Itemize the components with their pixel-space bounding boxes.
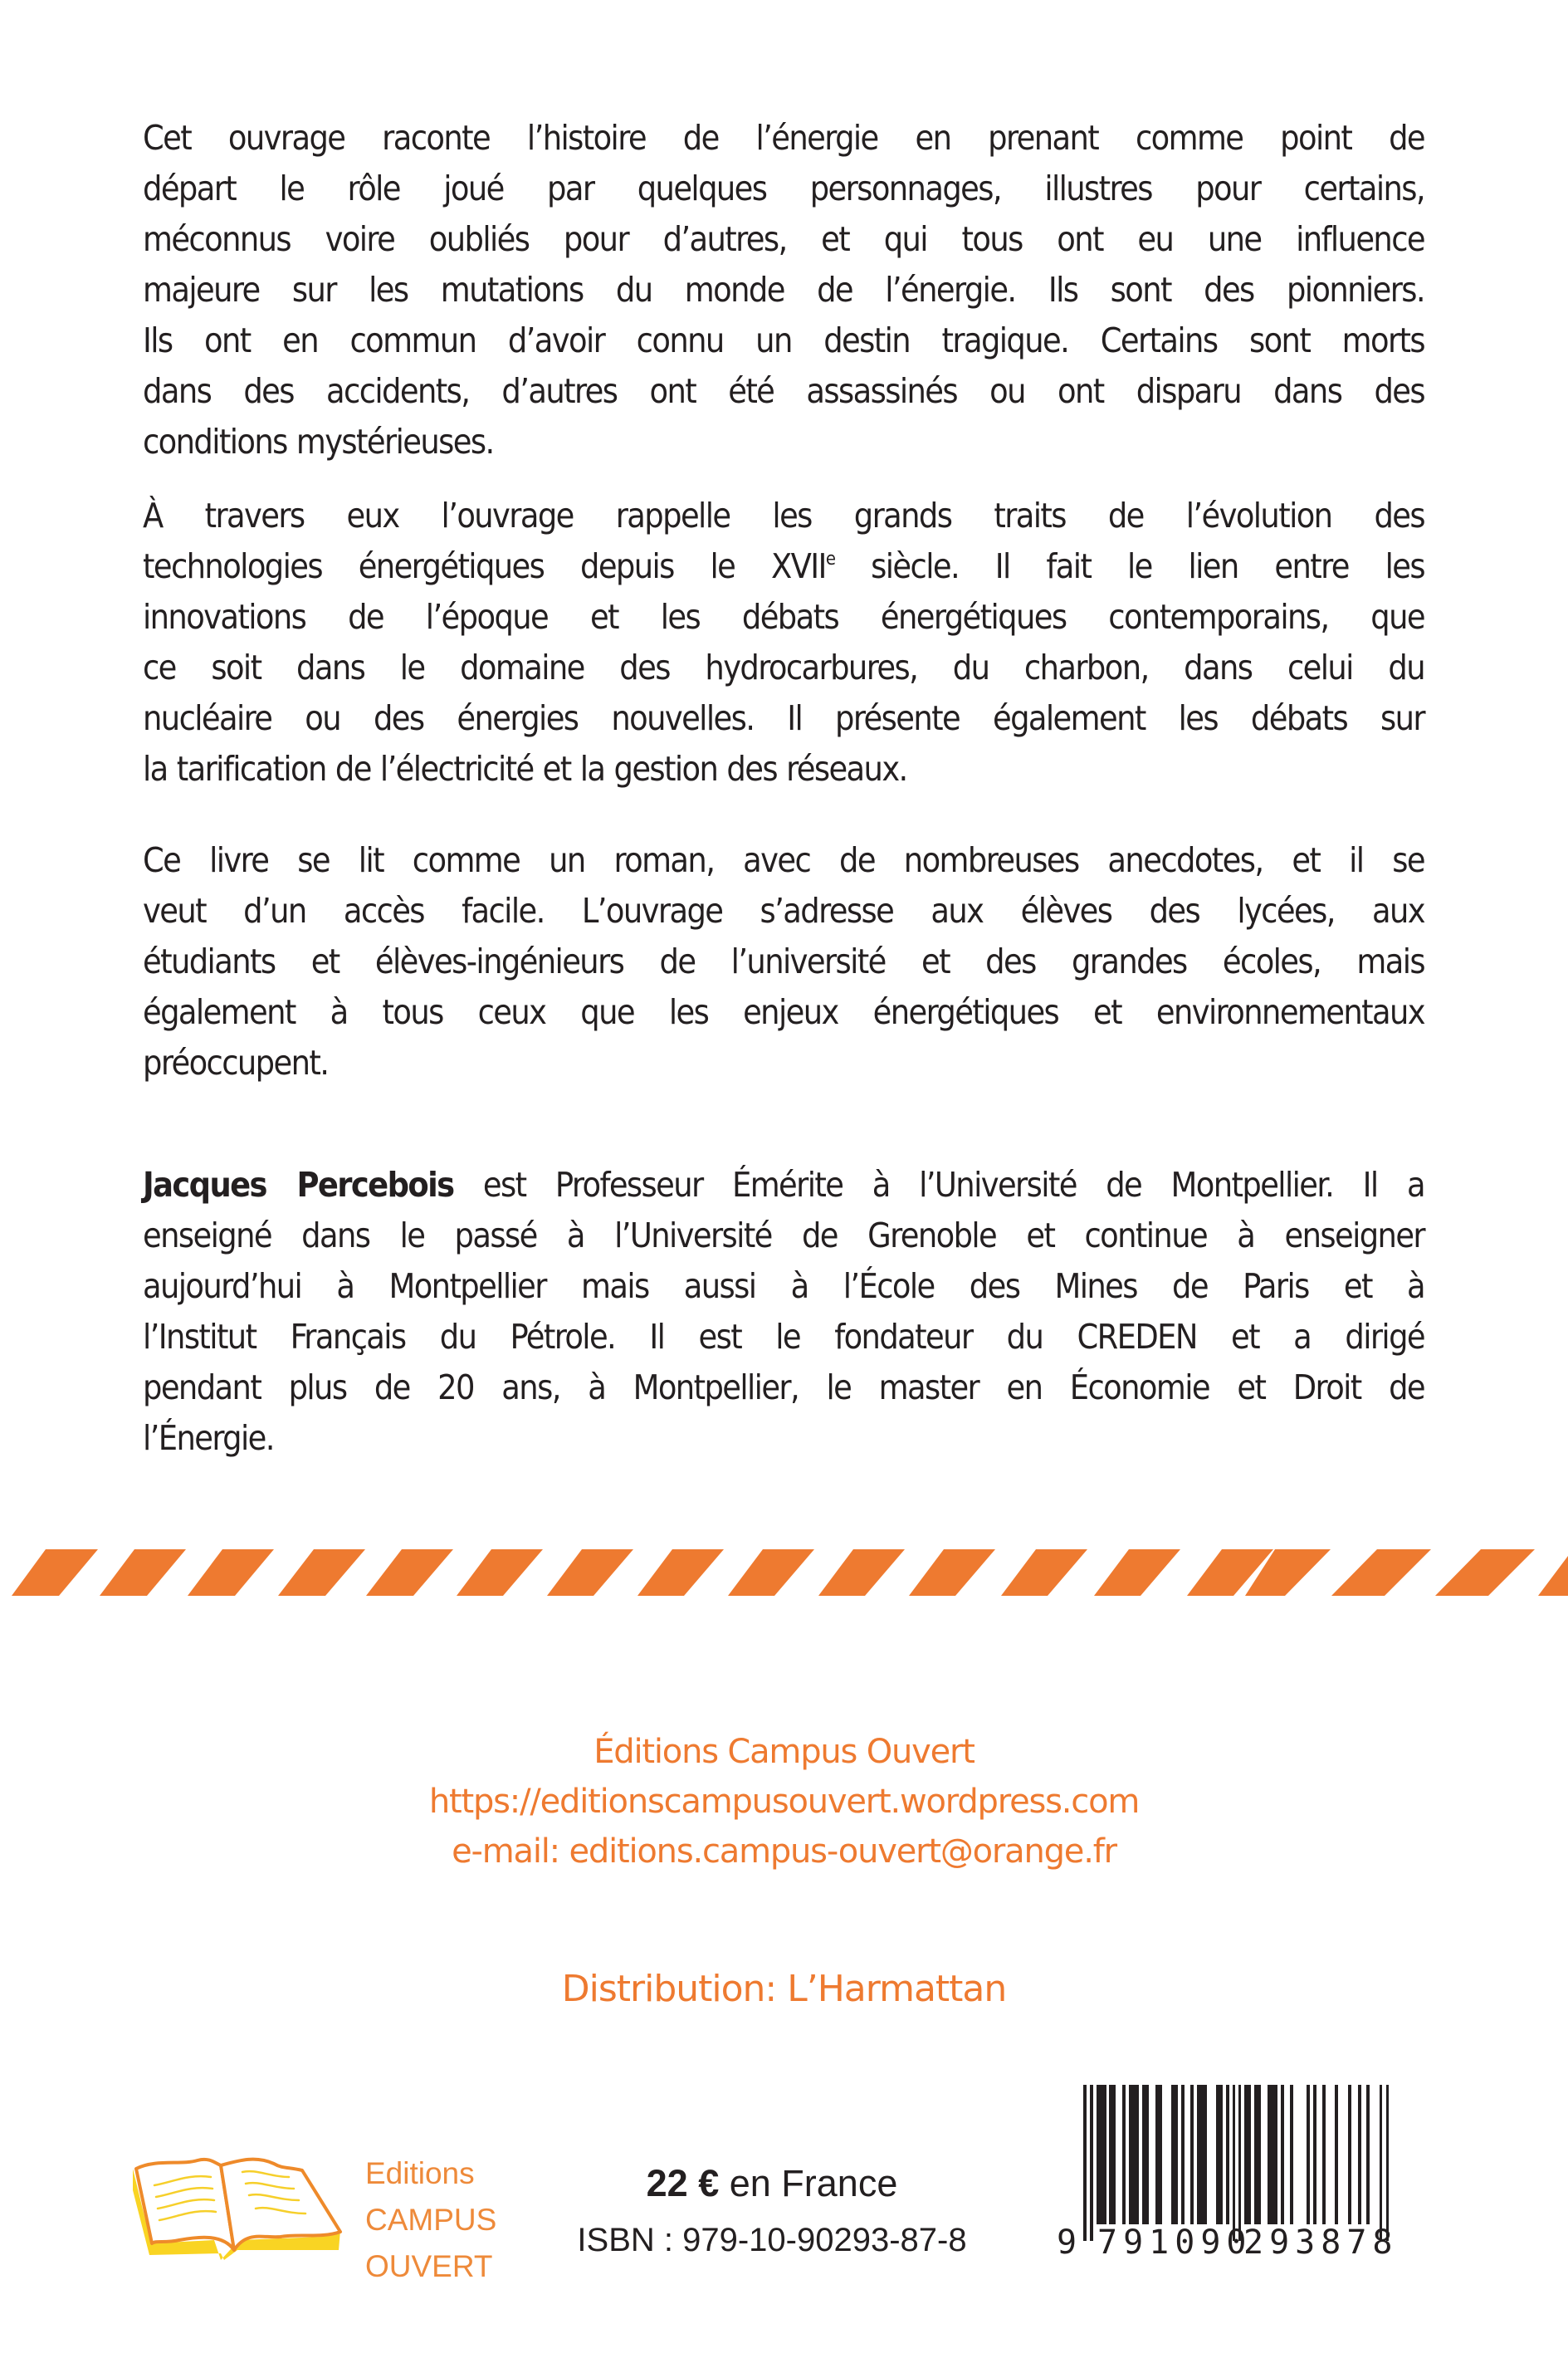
text-line: enseigné dans le passé à l’Université de Grenoble et continue à enseigner <box>143 1216 1424 1255</box>
publisher-name: Éditions Campus Ouvert <box>593 1733 975 1771</box>
text-line: pendant plus de 20 ans, à Montpellier, le master en Économie et Droit de <box>143 1367 1424 1407</box>
text-line: dans des accidents, d’autres ont été assassinés ou ont disparu dans des <box>143 371 1424 411</box>
orange-stripe-divider <box>0 1548 1568 1597</box>
price-region: en France <box>719 2162 898 2204</box>
price <box>581 2159 963 2209</box>
text-line: aujourd’hui à Montpellier mais aussi à l’École des Mines de Paris et à <box>143 1266 1424 1306</box>
publisher-logo <box>131 2150 513 2283</box>
barcode-digit-first: 9 <box>1057 2223 1078 2262</box>
description-paragraph-2 <box>143 491 1424 795</box>
text-line <box>143 1160 1424 1211</box>
text-line: préoccupent. <box>143 1043 329 1083</box>
text-segment: technologies énergétiques depuis le XVII <box>143 546 826 586</box>
text-line: conditions mystérieuses. <box>143 422 494 462</box>
logo-line-2: CAMPUS <box>365 2203 497 2237</box>
text-segment: siècle. Il fait le lien entre les <box>834 546 1424 586</box>
text-line: veut d’un accès facile. L’ouvrage s’adresse aux élèves des lycées, aux <box>143 891 1424 931</box>
publisher-email-link[interactable]: e-mail: editions.campus-ouvert@orange.fr <box>452 1832 1116 1871</box>
barcode-digits-right: 293878 <box>1243 2223 1399 2262</box>
text-line: la tarification de l’électricité et la gestion des réseaux. <box>143 749 907 789</box>
text-line: départ le rôle joué par quelques personnages, illustres pour certains, <box>143 169 1424 208</box>
stripe-pattern-icon <box>0 1548 1568 1597</box>
logo-line-3: OUVERT <box>365 2249 493 2283</box>
text-line: méconnus voire oubliés pour d’autres, et qui tous ont eu une influence <box>143 219 1424 259</box>
text-line: innovations de l’époque et les débats énergétiques contemporains, que <box>143 597 1424 637</box>
publisher-website-link[interactable]: https://editionscampusouvert.wordpress.com <box>428 1783 1140 1821</box>
barcode-icon <box>1054 2080 1403 2246</box>
ordinal-superscript: e <box>825 549 835 570</box>
price-amount: 22 € <box>646 2162 720 2204</box>
text-line: l’Institut Français du Pétrole. Il est le fondateur du CREDEN et a dirigé <box>143 1317 1424 1357</box>
text-segment: est Professeur Émérite à l’Université de Montpellier. Il a <box>453 1165 1424 1205</box>
logo-wordmark <box>365 2150 496 2290</box>
distribution-label: Distribution: L’Harmattan <box>561 1968 1007 2010</box>
text-line: l’Énergie. <box>143 1418 274 1458</box>
text-line: ce soit dans le domaine des hydrocarbures, du charbon, dans celui du <box>143 648 1424 687</box>
barcode-digits-left: 791090 <box>1097 2223 1253 2262</box>
author-name: Jacques Percebois <box>143 1165 454 1205</box>
author-bio <box>143 1160 1424 1464</box>
text-line-with-superscript <box>143 541 1424 592</box>
text-line: également à tous ceux que les enjeux énergétiques et environnementaux <box>143 992 1424 1032</box>
description-paragraph-1 <box>143 113 1424 467</box>
description-paragraph-3 <box>143 835 1424 1088</box>
text-line: À travers eux l’ouvrage rappelle les grands traits de l’évolution des <box>143 496 1424 536</box>
text-line: étudiants et élèves-ingénieurs de l’université et des grandes écoles, mais <box>143 942 1424 981</box>
text-line: Ils ont en commun d’avoir connu un destin tragique. Certains sont morts <box>143 320 1424 360</box>
open-book-icon <box>131 2157 347 2265</box>
text-line: Cet ouvrage raconte l’histoire de l’énergie en prenant comme point de <box>143 118 1424 158</box>
logo-line-1: Editions <box>365 2156 475 2190</box>
isbn: ISBN : 979-10-90293-87-8 <box>577 2222 967 2258</box>
publisher-info <box>0 1727 1568 1876</box>
text-line: majeure sur les mutations du monde de l’énergie. Ils sont des pionniers. <box>143 270 1424 310</box>
text-line: Ce livre se lit comme un roman, avec de nombreuses anecdotes, et il se <box>143 840 1424 880</box>
text-line: nucléaire ou des énergies nouvelles. Il présente également les débats sur <box>143 698 1424 738</box>
